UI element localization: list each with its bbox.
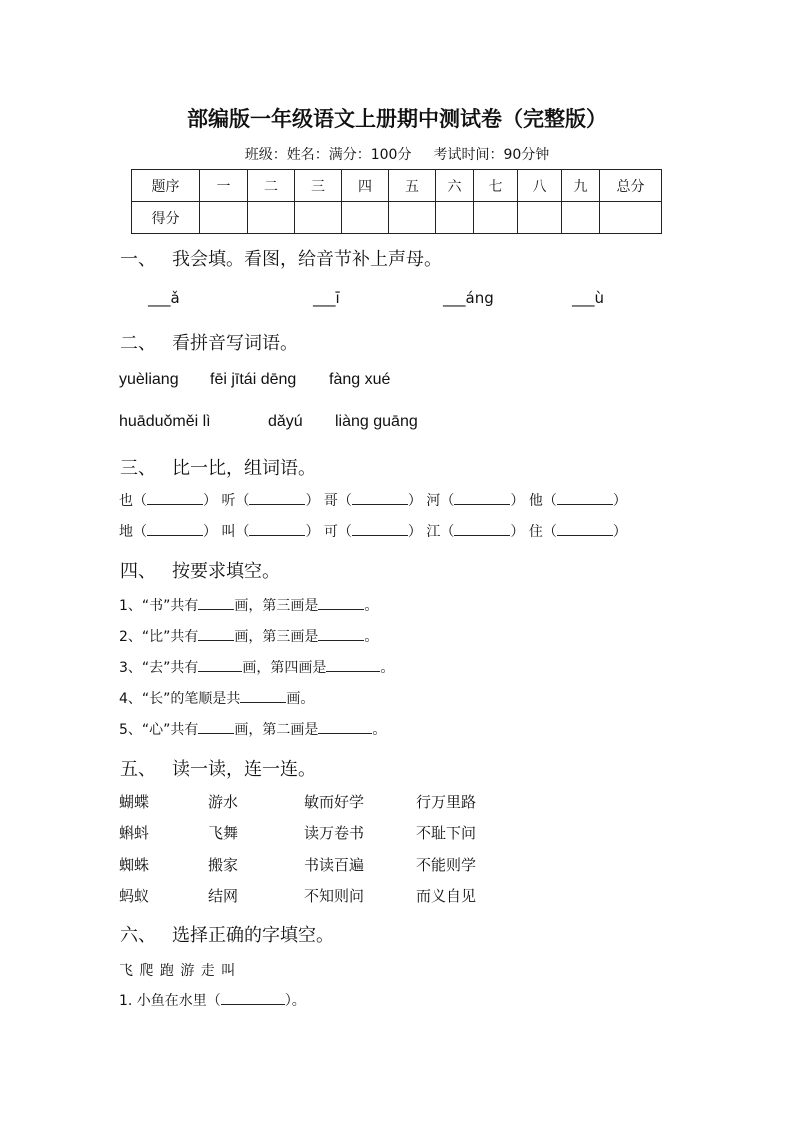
char: 住 xyxy=(528,524,543,540)
match-item[interactable]: 不能则学 xyxy=(416,856,477,874)
score-cell[interactable] xyxy=(600,202,662,234)
char: 哥 xyxy=(323,493,338,509)
answer-blank[interactable] xyxy=(249,521,305,536)
question-text: 画，第二画是 xyxy=(234,722,319,738)
pinyin-word: fēi jītái dēng xyxy=(210,371,297,388)
question-text: 。 xyxy=(372,722,387,738)
header-cell: 题序 xyxy=(132,170,200,202)
match-item[interactable]: 不耻下问 xyxy=(416,824,477,842)
char: 也 xyxy=(119,493,133,509)
section-text: 比一比，组词语。 xyxy=(172,458,316,479)
question-text: 2、“比”共有 xyxy=(119,629,199,645)
question-text: ）。 xyxy=(284,993,306,1009)
match-item[interactable]: 蚂蚁 xyxy=(119,887,150,905)
match-item[interactable]: 结网 xyxy=(208,887,239,905)
pinyin-final: ù xyxy=(594,289,605,307)
stroke-question xyxy=(119,626,378,646)
section-text: 读一读，连一连。 xyxy=(172,759,316,780)
exam-info xyxy=(0,144,794,164)
section-text: 选择正确的字填空。 xyxy=(172,925,334,946)
question-text: 1. 小鱼在水里（ xyxy=(119,993,221,1009)
score-cell[interactable] xyxy=(389,202,436,234)
question-text: 。 xyxy=(380,660,395,676)
match-item[interactable]: 不知则问 xyxy=(304,887,365,905)
fill-blank: ___ xyxy=(572,289,595,307)
fill-item[interactable] xyxy=(313,289,340,307)
match-item[interactable]: 敏而好学 xyxy=(304,793,365,811)
pinyin-word: liàng guāng xyxy=(335,413,418,430)
pinyin-final: ī xyxy=(335,289,340,307)
answer-blank[interactable] xyxy=(557,521,613,536)
score-cell[interactable] xyxy=(200,202,248,234)
header-cell: 一 xyxy=(200,170,248,202)
char-options: 飞 爬 跑 游 走 叫 xyxy=(119,963,236,979)
pinyin-word: dǎyú xyxy=(268,413,303,430)
fill-item[interactable] xyxy=(572,289,604,307)
score-label: 得分 xyxy=(132,202,200,234)
answer-blank[interactable] xyxy=(557,490,613,505)
stroke-question xyxy=(119,657,394,677)
answer-blank[interactable] xyxy=(454,490,510,505)
answer-blank[interactable] xyxy=(249,490,305,505)
section-5-heading xyxy=(120,755,316,781)
match-item[interactable]: 飞舞 xyxy=(208,824,239,842)
fill-item[interactable] xyxy=(148,289,180,307)
match-item[interactable]: 读万卷书 xyxy=(304,824,365,842)
question-text: 。 xyxy=(364,629,379,645)
answer-blank[interactable] xyxy=(221,990,285,1005)
answer-blank[interactable] xyxy=(318,626,364,641)
fill-blank: ___ xyxy=(148,289,171,307)
answer-blank[interactable] xyxy=(147,490,203,505)
match-item[interactable]: 书读百遍 xyxy=(304,856,365,874)
section-text: 我会填。看图，给音节补上声母。 xyxy=(172,249,442,270)
header-cell: 四 xyxy=(342,170,389,202)
score-cell[interactable] xyxy=(474,202,518,234)
answer-blank[interactable] xyxy=(198,626,234,641)
question-text: 画，第三画是 xyxy=(234,629,319,645)
answer-blank[interactable] xyxy=(454,521,510,536)
score-table-score-row xyxy=(132,202,662,234)
char: 他 xyxy=(528,493,543,509)
section-text: 按要求填空。 xyxy=(172,561,280,582)
header-cell: 七 xyxy=(474,170,518,202)
section-number: 六、 xyxy=(120,925,156,946)
pinyin-word: yuèliang xyxy=(119,371,179,388)
exam-info-left: 班级：姓名：满分：100分 xyxy=(244,147,412,163)
answer-blank[interactable] xyxy=(318,595,364,610)
char: 地 xyxy=(119,524,133,540)
question-text: 4、“长”的笔顺是共 xyxy=(119,691,241,707)
score-table xyxy=(131,169,662,234)
question-text: 1、“书”共有 xyxy=(119,598,199,614)
section-number: 二、 xyxy=(120,333,156,354)
stroke-question xyxy=(119,688,314,708)
pinyin-word: fàng xué xyxy=(329,371,391,388)
section-3-heading xyxy=(120,454,316,480)
section-1-heading xyxy=(120,245,442,271)
score-cell[interactable] xyxy=(342,202,389,234)
fill-blank: ___ xyxy=(313,289,336,307)
answer-blank[interactable] xyxy=(352,521,408,536)
score-cell[interactable] xyxy=(562,202,600,234)
answer-blank[interactable] xyxy=(198,719,234,734)
page-title: 部编版一年级语文上册期中测试卷（完整版） xyxy=(187,106,607,131)
header-cell: 二 xyxy=(248,170,295,202)
char: 叫 xyxy=(221,524,236,540)
fill-item[interactable] xyxy=(443,289,494,307)
question-text: 3、“去”共有 xyxy=(119,660,199,676)
score-cell[interactable] xyxy=(295,202,342,234)
question-text: 画，第三画是 xyxy=(234,598,319,614)
answer-blank[interactable] xyxy=(240,688,286,703)
header-cell: 三 xyxy=(295,170,342,202)
question-text: 画，第四画是 xyxy=(242,660,327,676)
header-cell: 八 xyxy=(518,170,562,202)
answer-blank[interactable] xyxy=(326,657,380,672)
score-cell[interactable] xyxy=(436,202,474,234)
pinyin-final: áng xyxy=(465,289,494,307)
question-text: 5、“心”共有 xyxy=(119,722,199,738)
fill-blank: ___ xyxy=(443,289,466,307)
section-text: 看拼音写词语。 xyxy=(172,333,298,354)
match-item[interactable]: 蜘蛛 xyxy=(119,856,150,874)
stroke-question xyxy=(119,595,378,615)
section-2-heading xyxy=(120,329,298,355)
score-cell[interactable] xyxy=(248,202,295,234)
match-item[interactable]: 游水 xyxy=(208,793,239,811)
question-text: 画。 xyxy=(286,691,315,707)
answer-blank[interactable] xyxy=(318,719,372,734)
match-item[interactable]: 行万里路 xyxy=(416,793,477,811)
section-number: 四、 xyxy=(120,561,156,582)
score-table-header-row xyxy=(132,170,662,202)
match-item[interactable]: 蝌蚪 xyxy=(119,824,150,842)
section-6-heading xyxy=(120,921,334,947)
header-cell: 九 xyxy=(562,170,600,202)
question-text: 。 xyxy=(364,598,379,614)
match-item[interactable]: 蝴蝶 xyxy=(119,793,150,811)
answer-blank[interactable] xyxy=(147,521,203,536)
section-number: 一、 xyxy=(120,249,156,270)
pinyin-word: huāduǒměi lì xyxy=(119,413,211,430)
char: 江 xyxy=(426,524,441,540)
compare-row-1: 也（ ） 听（ ） 哥（ ） 河（ ） 他（ ） xyxy=(119,490,627,510)
pinyin-final: ǎ xyxy=(170,289,180,307)
answer-blank[interactable] xyxy=(198,595,234,610)
header-cell: 总分 xyxy=(600,170,662,202)
char: 可 xyxy=(323,524,338,540)
exam-info-right: 考试时间：90分钟 xyxy=(433,147,550,163)
match-item[interactable]: 而义自见 xyxy=(416,887,477,905)
header-cell: 六 xyxy=(436,170,474,202)
score-cell[interactable] xyxy=(518,202,562,234)
choice-question xyxy=(119,990,306,1010)
char: 听 xyxy=(221,493,236,509)
header-cell: 五 xyxy=(389,170,436,202)
match-item[interactable]: 搬家 xyxy=(208,856,239,874)
stroke-question xyxy=(119,719,386,739)
char: 河 xyxy=(426,493,441,509)
answer-blank[interactable] xyxy=(198,657,242,672)
section-number: 五、 xyxy=(120,759,156,780)
section-4-heading xyxy=(120,557,280,583)
answer-blank[interactable] xyxy=(352,490,408,505)
compare-row-2: 地（ ） 叫（ ） 可（ ） 江（ ） 住（ ） xyxy=(119,521,627,541)
section-number: 三、 xyxy=(120,458,156,479)
